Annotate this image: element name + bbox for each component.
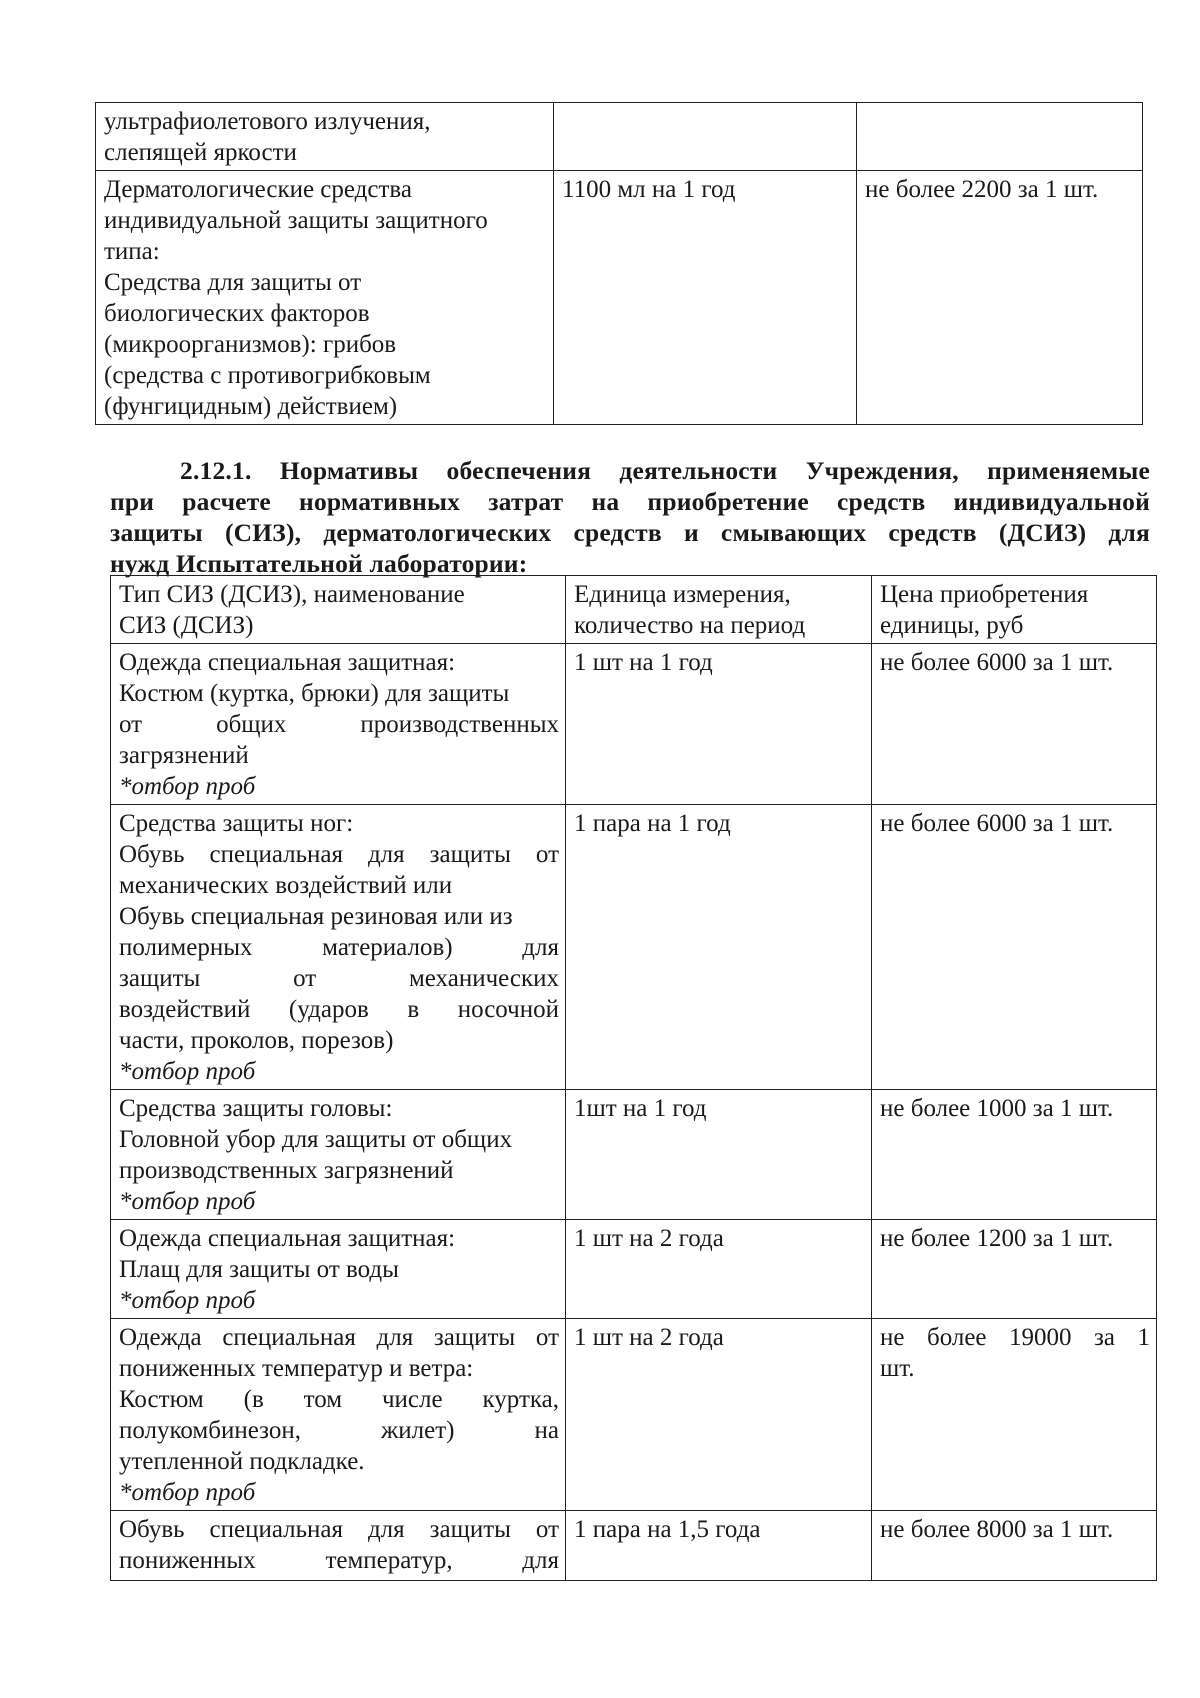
item-name-cell: [111, 1090, 566, 1220]
sampling-note: *отбор проб: [119, 1188, 256, 1215]
table-row: [111, 644, 1157, 805]
header-price-line: единицы, руб: [880, 612, 1024, 639]
item-name-line: ультрафиолетового излучения,: [104, 108, 431, 135]
item-name-line: биологических факторов: [104, 300, 370, 327]
item-name-line: Средства защиты головы:: [119, 1095, 393, 1122]
item-price-cell: [872, 805, 1157, 1090]
item-price-cell: [872, 1220, 1157, 1319]
item-name-line: защиты от механических: [119, 965, 559, 992]
item-name-cell: [111, 1220, 566, 1319]
item-price-cell: [872, 1319, 1157, 1511]
header-price-line: Цена приобретения: [880, 581, 1089, 608]
item-name-line: Костюм (куртка, брюки) для защиты: [119, 680, 510, 707]
header-quantity-cell: [566, 576, 872, 644]
item-name-line: (фунгицидным) действием): [104, 393, 398, 420]
item-name-line: утепленной подкладке.: [119, 1448, 365, 1475]
header-quantity-line: Единица измерения,: [574, 581, 791, 608]
sampling-note: *отбор проб: [119, 1058, 256, 1085]
item-name-line: воздействий (ударов в носочной: [119, 996, 559, 1023]
item-name-line: от общих производственных: [119, 711, 559, 738]
item-name-line: Средства защиты ног:: [119, 810, 354, 837]
item-name-line: слепящей яркости: [104, 139, 297, 166]
table-row: [96, 171, 1143, 425]
item-name-line: пониженных температур, для: [119, 1547, 559, 1574]
siz-table-continuation: [95, 102, 1143, 425]
item-quantity-cell: 1шт на 1 год: [566, 1090, 872, 1220]
sampling-note: *отбор проб: [119, 773, 256, 800]
item-name-line: Обувь специальная для защиты от: [119, 841, 559, 868]
table-row: [111, 1511, 1157, 1581]
table-row: [111, 1319, 1157, 1511]
item-name-line: Плащ для защиты от воды: [119, 1256, 399, 1283]
heading-line: нужд Испытательной лаборатории:: [110, 549, 528, 578]
item-price-cell: не более 2200 за 1 шт.: [857, 171, 1143, 425]
header-quantity-line: количество на период: [574, 612, 806, 639]
table-row: [111, 1090, 1157, 1220]
item-name-line: Обувь специальная для защиты от: [119, 1516, 559, 1543]
item-price-cell: [872, 644, 1157, 805]
item-name-line: Одежда специальная защитная:: [119, 1225, 456, 1252]
item-name-line: производственных загрязнений: [119, 1157, 454, 1184]
item-price-line: не более 6000 за 1 шт.: [880, 810, 1114, 837]
item-name-line: загрязнений: [119, 742, 249, 769]
item-name-line: Дерматологические средства: [104, 176, 412, 203]
item-name-line: полукомбинезон, жилет) на: [119, 1417, 559, 1444]
header-name-line: Тип СИЗ (ДСИЗ), наименование: [119, 581, 465, 608]
sampling-note: *отбор проб: [119, 1479, 256, 1506]
item-name-line: Средства для защиты от: [104, 269, 362, 296]
item-quantity-cell: 1 пара на 1,5 года: [566, 1511, 872, 1581]
item-name-line: Костюм (в том числе куртка,: [119, 1386, 559, 1413]
header-price-cell: [872, 576, 1157, 644]
siz-norms-table: [110, 575, 1157, 1581]
item-quantity-cell: 1 шт на 2 года: [566, 1319, 872, 1511]
sampling-note: *отбор проб: [119, 1287, 256, 1314]
item-name-line: Одежда специальная для защиты от: [119, 1324, 559, 1351]
item-price-line: шт.: [880, 1355, 915, 1382]
item-price-cell: [872, 1511, 1157, 1581]
item-price-cell: [857, 103, 1143, 171]
item-name-line: (микроорганизмов): грибов: [104, 331, 397, 358]
item-quantity-cell: 1 шт на 2 года: [566, 1220, 872, 1319]
item-quantity-cell: 1 шт на 1 год: [566, 644, 872, 805]
item-name-cell: [111, 644, 566, 805]
table-row: [96, 103, 1143, 171]
item-name-line: механических воздействий или: [119, 872, 453, 899]
item-price-line: не более 1200 за 1 шт.: [880, 1225, 1114, 1252]
item-name-cell: [111, 1319, 566, 1511]
item-price-line: не более 1000 за 1 шт.: [880, 1095, 1114, 1122]
item-name-line: Обувь специальная резиновая или из: [119, 903, 513, 930]
heading-line: 2.12.1. Нормативы обеспечения деятельности Учреждения, применяемые: [180, 456, 1150, 485]
table-row: [111, 1220, 1157, 1319]
heading-line: при расчете нормативных затрат на приобретение средств индивидуальной: [110, 487, 1150, 516]
item-quantity-cell: 1 пара на 1 год: [566, 805, 872, 1090]
item-name-line: (средства с противогрибковым: [104, 362, 431, 389]
heading-line: защиты (СИЗ), дерматологических средств и смывающих средств (ДСИЗ) для: [110, 518, 1150, 547]
item-quantity-cell: [554, 103, 857, 171]
item-price-line: не более 19000 за 1: [880, 1324, 1150, 1351]
item-price-line: не более 8000 за 1 шт.: [880, 1516, 1114, 1543]
header-name-line: СИЗ (ДСИЗ): [119, 612, 254, 639]
item-quantity-cell: 1100 мл на 1 год: [554, 171, 857, 425]
table-header-row: [111, 576, 1157, 644]
item-name-line: типа:: [104, 238, 160, 265]
section-heading: [110, 455, 1150, 579]
item-name-line: Головной убор для защиты от общих: [119, 1126, 513, 1153]
item-name-line: Одежда специальная защитная:: [119, 649, 456, 676]
item-name-cell: [111, 805, 566, 1090]
item-price-line: не более 6000 за 1 шт.: [880, 649, 1114, 676]
item-name-line: индивидуальной защиты защитного: [104, 207, 488, 234]
item-name-line: части, проколов, порезов): [119, 1027, 394, 1054]
item-name-cell: [96, 171, 554, 425]
table-row: [111, 805, 1157, 1090]
item-name-cell: [96, 103, 554, 171]
item-name-cell: [111, 1511, 566, 1581]
item-name-line: пониженных температур и ветра:: [119, 1355, 474, 1382]
header-name-cell: [111, 576, 566, 644]
item-name-line: полимерных материалов) для: [119, 934, 559, 961]
item-price-cell: [872, 1090, 1157, 1220]
